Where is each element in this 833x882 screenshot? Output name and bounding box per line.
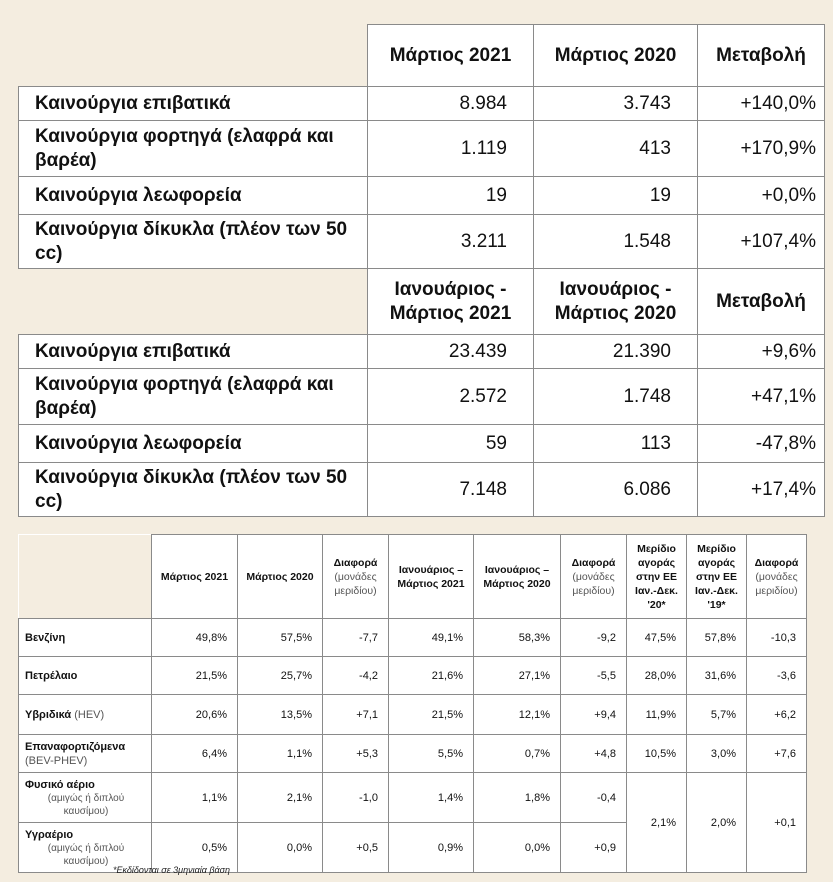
cell-value: 0,0% bbox=[474, 823, 561, 873]
table-row bbox=[19, 215, 825, 269]
header-change: Μεταβολή bbox=[698, 269, 825, 335]
cell-value: +0,5 bbox=[323, 823, 389, 873]
table-row bbox=[19, 87, 825, 121]
cell-value: 5,5% bbox=[389, 735, 474, 773]
cell-value: 27,1% bbox=[474, 657, 561, 695]
row-label: Βενζίνη bbox=[19, 619, 152, 657]
table-row bbox=[19, 463, 825, 517]
cell-value: 10,5% bbox=[627, 735, 687, 773]
cell-value: 0,5% bbox=[152, 823, 238, 873]
header-jan-march-2021: Ιανουάριος - Μάρτιος 2021 bbox=[368, 269, 534, 335]
cell-value: 21,5% bbox=[389, 695, 474, 735]
cell-value: 8.984 bbox=[368, 87, 534, 121]
cell-value: 20,6% bbox=[152, 695, 238, 735]
table-row bbox=[19, 121, 825, 177]
cell-value: +6,2 bbox=[747, 695, 807, 735]
cell-value: 1.748 bbox=[534, 369, 698, 425]
cell-value: 3,0% bbox=[687, 735, 747, 773]
cell-value: 47,5% bbox=[627, 619, 687, 657]
row-label: Υγραέριο (αμιγώς ή διπλού καυσίμου) bbox=[19, 823, 152, 873]
col-header: Διαφορά (μονάδες μεριδίου) bbox=[323, 535, 389, 619]
col-header: Ιανουάριος – Μάρτιος 2020 bbox=[474, 535, 561, 619]
cell-value: +5,3 bbox=[323, 735, 389, 773]
cell-value: 49,8% bbox=[152, 619, 238, 657]
cell-value: 19 bbox=[368, 177, 534, 215]
cell-value: 21,5% bbox=[152, 657, 238, 695]
corner-blank bbox=[19, 269, 368, 335]
col-header: Μάρτιος 2021 bbox=[152, 535, 238, 619]
corner-blank bbox=[19, 535, 152, 619]
cell-value: 1.119 bbox=[368, 121, 534, 177]
header-march-2021: Μάρτιος 2021 bbox=[368, 25, 534, 87]
row-label: Καινούργια επιβατικά bbox=[19, 335, 368, 369]
cell-value: 59 bbox=[368, 425, 534, 463]
header-row-jan-march bbox=[19, 269, 825, 335]
cell-value: +7,1 bbox=[323, 695, 389, 735]
cell-value: 31,6% bbox=[687, 657, 747, 695]
cell-change: +170,9% bbox=[698, 121, 825, 177]
table-row bbox=[19, 773, 807, 823]
row-label: Υβριδικά (HEV) bbox=[19, 695, 152, 735]
cell-value: 57,8% bbox=[687, 619, 747, 657]
col-header: Διαφορά (μονάδες μεριδίου) bbox=[747, 535, 807, 619]
cell-value: 11,9% bbox=[627, 695, 687, 735]
col-header: Μάρτιος 2020 bbox=[238, 535, 323, 619]
corner-blank bbox=[19, 25, 368, 87]
cell-value: +0,9 bbox=[561, 823, 627, 873]
cell-value: 2.572 bbox=[368, 369, 534, 425]
cell-value: 28,0% bbox=[627, 657, 687, 695]
table-row bbox=[19, 619, 807, 657]
col-header: Μερίδιο αγοράς στην ΕΕ Ιαν.-Δεκ. '19* bbox=[687, 535, 747, 619]
merged-cell-value: 2,0% bbox=[687, 773, 747, 873]
table-row bbox=[19, 735, 807, 773]
header-change: Μεταβολή bbox=[698, 25, 825, 87]
row-label: Καινούργια δίκυκλα (πλέον των 50 cc) bbox=[19, 215, 368, 269]
col-header: Διαφορά (μονάδες μεριδίου) bbox=[561, 535, 627, 619]
cell-value: 25,7% bbox=[238, 657, 323, 695]
merged-cell-value: +0,1 bbox=[747, 773, 807, 873]
cell-value: 23.439 bbox=[368, 335, 534, 369]
cell-value: 19 bbox=[534, 177, 698, 215]
row-label: Επαναφορτιζόμενα (BEV-PHEV) bbox=[19, 735, 152, 773]
cell-change: +9,6% bbox=[698, 335, 825, 369]
header-row bbox=[19, 535, 807, 619]
cell-value: 1.548 bbox=[534, 215, 698, 269]
row-label: Καινούργια επιβατικά bbox=[19, 87, 368, 121]
cell-value: 13,5% bbox=[238, 695, 323, 735]
cell-change: +0,0% bbox=[698, 177, 825, 215]
row-label: Καινούργια λεωφορεία bbox=[19, 177, 368, 215]
cell-value: 6,4% bbox=[152, 735, 238, 773]
cell-value: +9,4 bbox=[561, 695, 627, 735]
cell-value: +4,8 bbox=[561, 735, 627, 773]
cell-change: +47,1% bbox=[698, 369, 825, 425]
table-row bbox=[19, 335, 825, 369]
cell-change: +17,4% bbox=[698, 463, 825, 517]
header-march-2020: Μάρτιος 2020 bbox=[534, 25, 698, 87]
cell-value: -7,7 bbox=[323, 619, 389, 657]
registrations-table bbox=[18, 24, 825, 517]
cell-value: 3.743 bbox=[534, 87, 698, 121]
cell-value: 2,1% bbox=[238, 773, 323, 823]
cell-value: 57,5% bbox=[238, 619, 323, 657]
cell-value: 1,4% bbox=[389, 773, 474, 823]
cell-value: 12,1% bbox=[474, 695, 561, 735]
fuel-share-table bbox=[18, 534, 807, 873]
cell-value: 5,7% bbox=[687, 695, 747, 735]
row-label: Καινούργια φορτηγά (ελαφρά και βαρέα) bbox=[19, 121, 368, 177]
cell-value: 7.148 bbox=[368, 463, 534, 517]
cell-value: 21.390 bbox=[534, 335, 698, 369]
cell-value: 113 bbox=[534, 425, 698, 463]
cell-value: 1,1% bbox=[238, 735, 323, 773]
cell-value: 0,9% bbox=[389, 823, 474, 873]
cell-value: 0,0% bbox=[238, 823, 323, 873]
cell-value: 413 bbox=[534, 121, 698, 177]
cell-value: -3,6 bbox=[747, 657, 807, 695]
table-row bbox=[19, 695, 807, 735]
cell-value: +7,6 bbox=[747, 735, 807, 773]
row-label: Πετρέλαιο bbox=[19, 657, 152, 695]
merged-cell-value: 2,1% bbox=[627, 773, 687, 873]
table-row bbox=[19, 657, 807, 695]
cell-value: -10,3 bbox=[747, 619, 807, 657]
table-row bbox=[19, 425, 825, 463]
table-row bbox=[19, 177, 825, 215]
cell-value: -5,5 bbox=[561, 657, 627, 695]
col-header: Ιανουάριος – Μάρτιος 2021 bbox=[389, 535, 474, 619]
cell-value: 1,1% bbox=[152, 773, 238, 823]
row-label: Καινούργια δίκυκλα (πλέον των 50 cc) bbox=[19, 463, 368, 517]
cell-change: +140,0% bbox=[698, 87, 825, 121]
col-header: Μερίδιο αγοράς στην ΕΕ Ιαν.-Δεκ. '20* bbox=[627, 535, 687, 619]
cell-change: -47,8% bbox=[698, 425, 825, 463]
row-label: Φυσικό αέριο (αμιγώς ή διπλού καυσίμου) bbox=[19, 773, 152, 823]
cell-value: 21,6% bbox=[389, 657, 474, 695]
cell-value: 0,7% bbox=[474, 735, 561, 773]
cell-value: -4,2 bbox=[323, 657, 389, 695]
header-row-march bbox=[19, 25, 825, 87]
cell-value: -1,0 bbox=[323, 773, 389, 823]
cell-value: 6.086 bbox=[534, 463, 698, 517]
cell-change: +107,4% bbox=[698, 215, 825, 269]
cell-value: 3.211 bbox=[368, 215, 534, 269]
header-jan-march-2020: Ιανουάριος - Μάρτιος 2020 bbox=[534, 269, 698, 335]
cell-value: 1,8% bbox=[474, 773, 561, 823]
cell-value: -0,4 bbox=[561, 773, 627, 823]
footnote: *Εκδίδονται σε 3μηνιαία βάση bbox=[113, 865, 231, 875]
row-label: Καινούργια λεωφορεία bbox=[19, 425, 368, 463]
cell-value: 49,1% bbox=[389, 619, 474, 657]
cell-value: 58,3% bbox=[474, 619, 561, 657]
row-label: Καινούργια φορτηγά (ελαφρά και βαρέα) bbox=[19, 369, 368, 425]
table-row bbox=[19, 369, 825, 425]
cell-value: -9,2 bbox=[561, 619, 627, 657]
